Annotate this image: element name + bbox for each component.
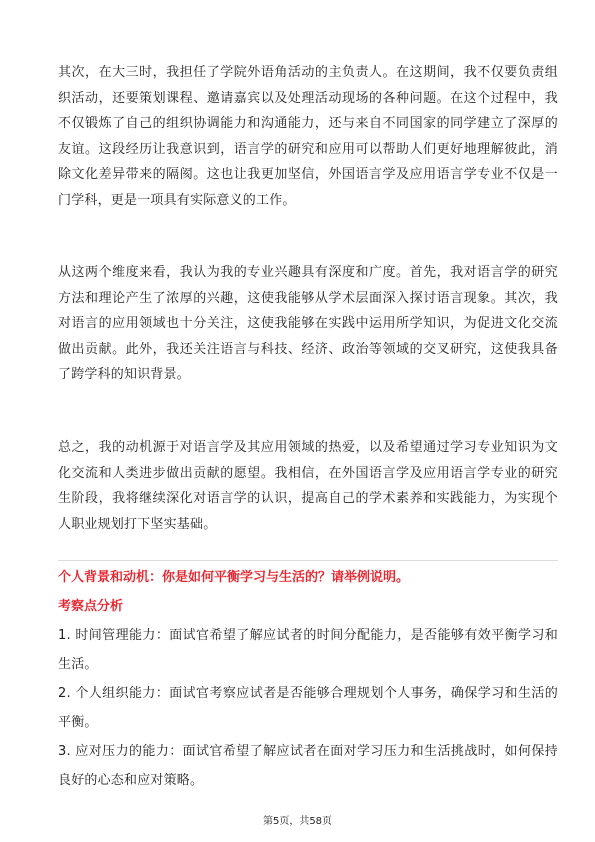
analysis-heading: 考察点分析 (58, 599, 124, 614)
analysis-points-list (58, 621, 558, 795)
analysis-point-1: 1. 时间管理能力：面试官希望了解应试者的时间分配能力，是否能够有效平衡学习和生活。 (58, 628, 558, 672)
analysis-point-3: 3. 应对压力的能力：面试官希望了解应试者在面对学习压力和生活挑战时，如何保持良好的心态和应对策略。 (58, 744, 558, 788)
body-paragraph-1: 其次，在大三时，我担任了学院外语角活动的主负责人。在这期间，我不仅要负责组织活动，还要策划课程、邀请嘉宾以及处理活动现场的各种问题。在这个过程中，我不仅锻炼了自己的组织协调能力和沟通能力，还与来自不同国家的同学建立了深厚的友谊。这段经历让我意识到，语言学的研究和应用可以帮助人们更好地理解彼此，消除文化差异带来的隔阂。这也让我更加坚信，外国语言学及应用语言学专业不仅是一门学科，更是一项具有实际意义的工作。 (58, 65, 558, 208)
section-divider (58, 560, 558, 561)
interview-question: 个人背景和动机：你是如何平衡学习与生活的？请举例说明。 (58, 570, 410, 585)
page-number: 第5页，共58页 (262, 816, 333, 827)
analysis-point-2: 2. 个人组织能力：面试官考察应试者是否能够合理规划个人事务，确保学习和生活的平衡。 (58, 686, 558, 730)
body-paragraph-3: 总之，我的动机源于对语言学及其应用领域的热爱，以及希望通过学习专业知识为文化交流和人类进步做出贡献的愿望。我相信，在外国语言学及应用语言学专业的研究生阶段，我将继续深化对语言学的认识，提高自己的学术素养和实践能力，为实现个人职业规划打下坚实基础。 (58, 440, 558, 532)
body-paragraph-2: 从这两个维度来看，我认为我的专业兴趣具有深度和广度。首先，我对语言学的研究方法和理论产生了浓厚的兴趣，这使我能够从学术层面深入探讨语言现象。其次，我对语言的应用领域也十分关注，这使我能够在实践中运用所学知识，为促进文化交流做出贡献。此外，我还关注语言与科技、经济、政治等领域的交叉研究，这使我具备了跨学科的知识背景。 (58, 265, 558, 382)
